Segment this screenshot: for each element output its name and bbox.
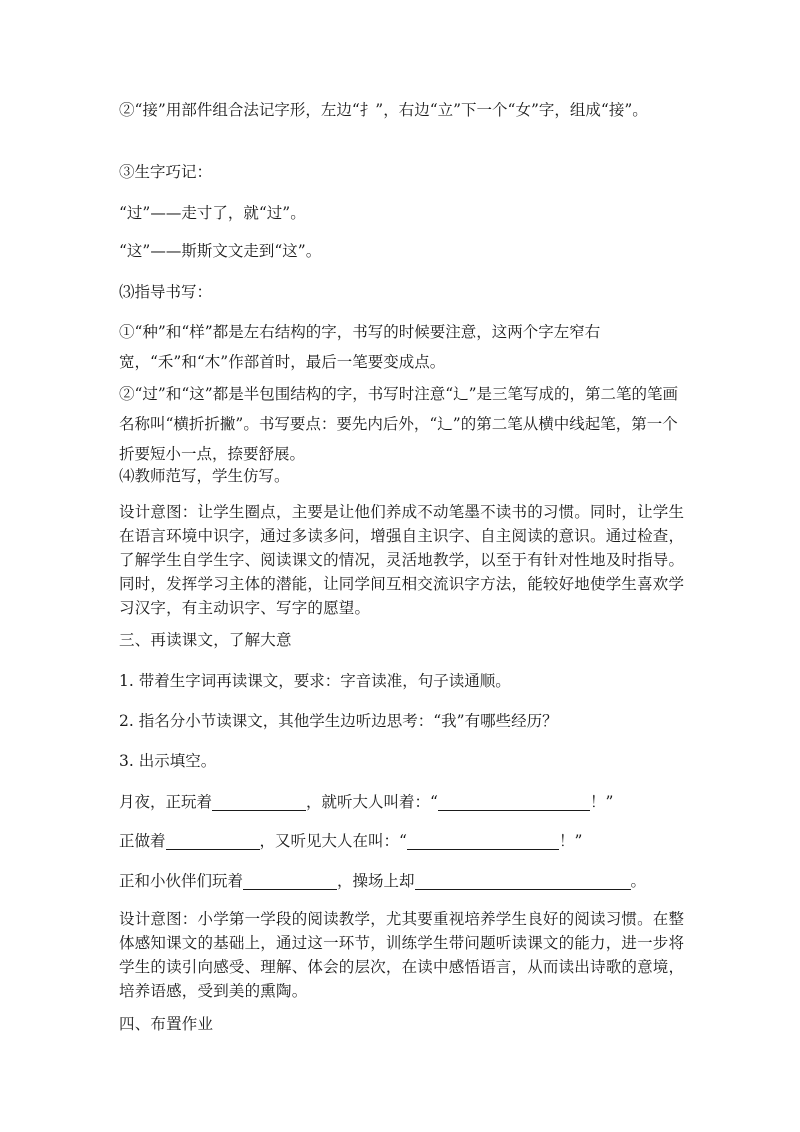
fill-blank-1 [119,787,685,817]
section-heading-4: 四、布置作业 [119,1015,214,1033]
paragraph-zhe-tip: “这”——斯斯文文走到“这”。 [119,242,322,260]
fill-blank-2-text-b: ，又听见大人在叫：“ [259,832,407,850]
fill-blank-3-text-a: 正和小伙伴们玩着 [119,872,244,890]
fill-blank-3-text-c: 。 [630,872,647,890]
paragraph-zhong-yang: ①“种”和“样”都是左右结构的字，书写的时候要注意，这两个字左窄右宽，“禾”和“木”作部首时，最后一笔要变成点。 [119,323,601,371]
blank-line [166,831,260,850]
paragraph-teacher-demo: ⑷教师范写，学生仿写。 [119,467,290,485]
paragraph-guo-tip: “过”——走寸了，就“过”。 [119,204,306,222]
blank-line [415,871,631,890]
paragraph-writing-guide: ⑶指导书写： [119,283,213,301]
paragraph-memory-tips: ③生字巧记： [119,163,213,181]
list-item-2: 2. 指名分小节读课文，其他学生边听边思考：“我”有哪些经历？ [119,712,558,730]
list-item-1: 1. 带着生字词再读课文，要求：字音读准，句子读通顺。 [119,672,511,690]
design-intent-1: 设计意图：让学生圈点，主要是让他们养成不动笔墨不读书的习惯。同时，让学生在语言环境中识字，通过多读多问，增强自主识字、自主阅读的意识。通过检查，了解学生自学生字、阅读课文的情况，灵活地教学，以至于有针对性地及时指导。同时，发挥学习主体的潜能，让同学间互相交流识字方法，能较好地使学生喜欢学习汉字，有主动识字、写字的愿望。 [119,503,685,617]
paragraph-guo-zhe-structure: ②“过”和“这”都是半包围结构的字，书写时注意“辶”是三笔写成的，第二笔的笔画名称叫“横折折撇”。书写要点：要先内后外，“辶”的第二笔从横中线起笔，第一个折要短小一点，捺要舒展。 [119,385,679,463]
section-heading-3: 三、再读课文，了解大意 [119,631,292,649]
fill-blank-1-text-a: 月夜，正玩着 [119,793,213,811]
design-intent-2: 设计意图：小学第一学段的阅读教学，尤其要重视培养学生良好的阅读习惯。在整体感知课文的基础上，通过这一环节，训练学生带问题听读课文的能力，进一步将学生的读引向感受、理解、体会的层次，在读中感悟语言，从而读出诗歌的意境，培养语感，受到美的熏陶。 [119,910,685,1000]
blank-line [438,792,590,811]
fill-blank-2-text-a: 正做着 [119,832,166,850]
fill-blank-2-text-c: ！” [558,832,583,850]
fill-blank-1-text-c: ！” [589,793,614,811]
fill-blank-1-text-b: ，就听大人叫着：“ [306,793,438,811]
blank-line [407,831,559,850]
fill-blank-3 [119,866,685,896]
blank-line [212,792,306,811]
list-item-3: 3. 出示填空。 [119,752,217,770]
fill-blank-2 [119,826,685,856]
blank-line [243,871,337,890]
paragraph-jie-memory: ②“接”用部件组合法记字形，左边“扌”，右边“立”下一个“女”字，组成“接”。 [119,101,648,119]
fill-blank-3-text-b: ，操场上却 [337,872,415,890]
